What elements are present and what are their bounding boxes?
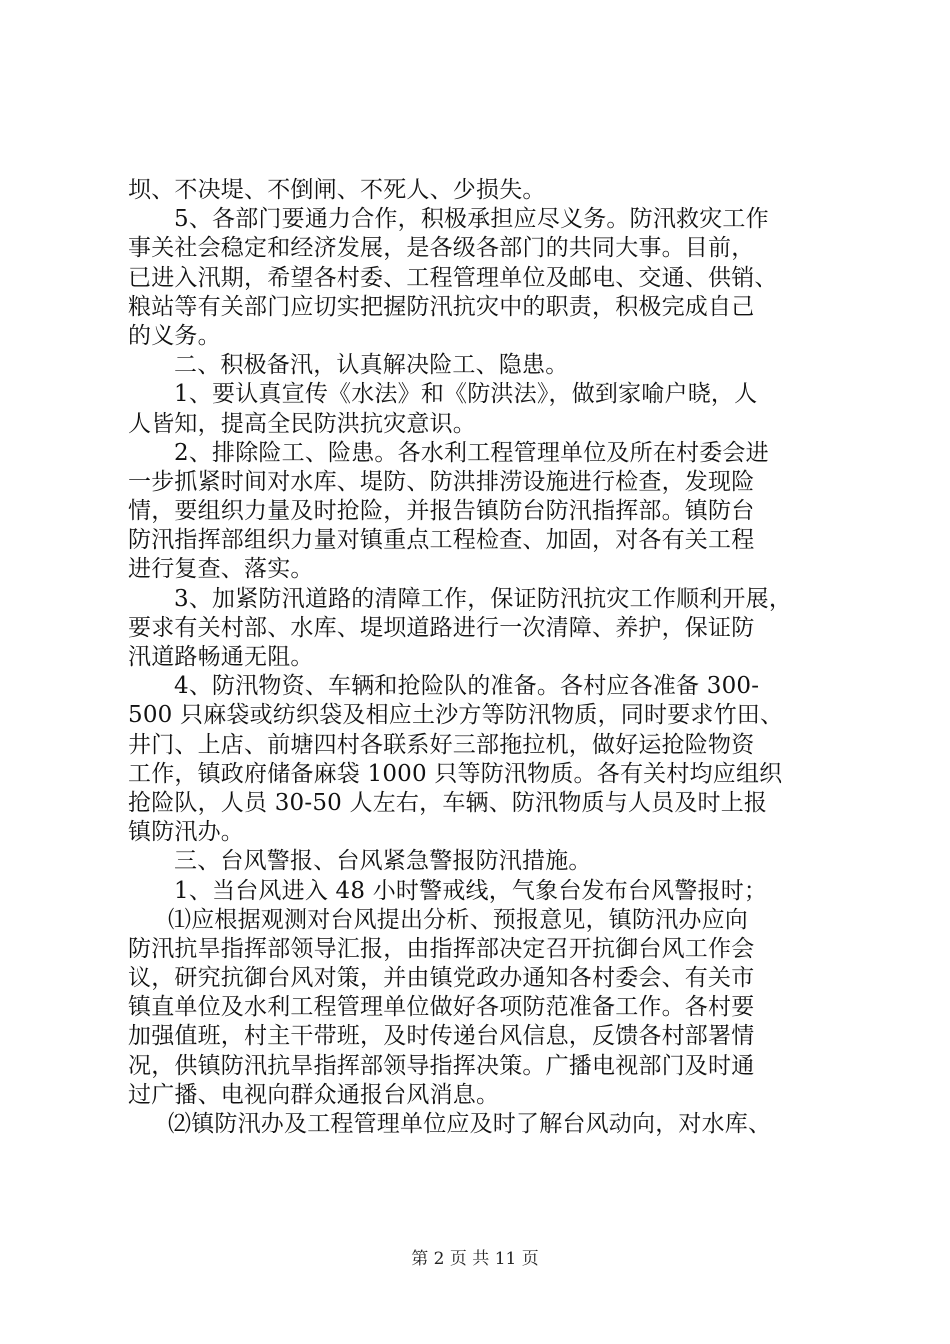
section-heading: 二、积极备汛，认真解决险工、隐患。 [174, 352, 569, 379]
text-line: 一步抓紧时间对水库、堤防、防洪排涝设施进行检查，发现险 [128, 468, 755, 495]
text-line: 人皆知，提高全民防洪抗灾意识。 [128, 410, 476, 437]
text-line: 粮站等有关部门应切实把握防汛抗灾中的职责，积极完成自己 [128, 293, 755, 320]
text-line: ⑵镇防汛办及工程管理单位应及时了解台风动向，对水库、 [168, 1111, 772, 1137]
text-line: 工作，镇政府储备麻袋 1000 只等防汛物质。各有关村均应组织 [128, 760, 783, 787]
text-line: 加强值班，村主干带班，及时传递台风信息，反馈各村部署情 [128, 1023, 755, 1050]
text-line: 1、当台风进入 48 小时警戒线，气象台发布台风警报时； [174, 877, 768, 904]
text-line: 井门、上店、前塘四村各联系好三部拖拉机，做好运抢险物资 [128, 731, 755, 758]
text-line: 2、排除险工、险患。各水利工程管理单位及所在村委会进 [174, 439, 769, 466]
text-line: 1、要认真宣传《水法》和《防洪法》，做到家喻户晓，人 [174, 381, 758, 408]
text-line: 的义务。 [128, 322, 221, 349]
text-line: 镇直单位及水利工程管理单位做好各项防范准备工作。各村要 [128, 994, 755, 1021]
text-line: 镇防汛办。 [128, 819, 244, 846]
text-line: 3、加紧防汛道路的清障工作，保证防汛抗灾工作顺利开展， [174, 585, 793, 612]
text-line: 情，要组织力量及时抢险，并报告镇防台防汛指挥部。镇防台 [128, 498, 755, 525]
document-body [128, 176, 852, 1139]
text-line: 坝、不决堤、不倒闸、不死人、少损失。 [128, 177, 546, 203]
text-line: 过广播、电视向群众通报台风消息。 [128, 1081, 500, 1108]
text-line: 进行复查、落实。 [128, 556, 314, 583]
text-line: 抢险队，人员 30-50 人左右，车辆、防汛物质与人员及时上报 [128, 789, 768, 816]
text-line: 已进入汛期，希望各村委、工程管理单位及邮电、交通、供销、 [128, 264, 778, 291]
page-footer: 第 2 页 共 11 页 [411, 1249, 539, 1269]
text-line: 要求有关村部、水库、堤坝道路进行一次清障、养护，保证防 [128, 614, 755, 641]
text-line: 况，供镇防汛抗旱指挥部领导指挥决策。广播电视部门及时通 [128, 1052, 755, 1079]
section-heading: 三、台风警报、台风紧急警报防汛措施。 [174, 848, 592, 875]
text-line: 4、防汛物资、车辆和抢险队的准备。各村应各准备 300- [174, 673, 760, 700]
text-line: 事关社会稳定和经济发展，是各级各部门的共同大事。目前， [128, 235, 755, 262]
text-line: 500 只麻袋或纺织袋及相应土沙方等防汛物质，同时要求竹田、 [128, 702, 784, 729]
text-line: 防汛抗旱指挥部领导汇报，由指挥部决定召开抗御台风工作会 [128, 935, 755, 962]
text-line: 议，研究抗御台风对策，并由镇党政办通知各村委会、有关市 [128, 965, 755, 992]
text-line: 汛道路畅通无阻。 [128, 644, 314, 670]
text-line: 防汛指挥部组织力量对镇重点工程检查、加固，对各有关工程 [128, 527, 755, 554]
text-line: 5、各部门要通力合作，积极承担应尽义务。防汛救灾工作 [174, 206, 769, 233]
text-line: ⑴应根据观测对台风提出分析、预报意见，镇防汛办应向 [168, 906, 748, 933]
